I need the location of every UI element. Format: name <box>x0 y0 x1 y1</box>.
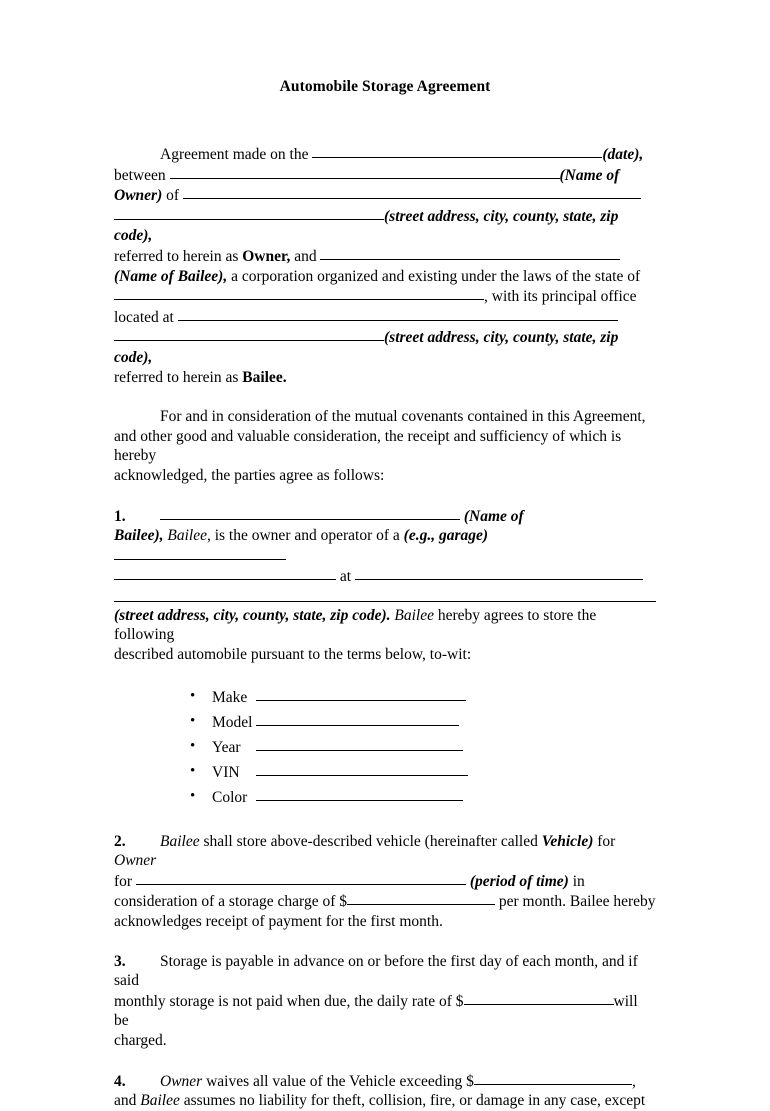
clause-2-permonth-text: per month. Bailee hereby <box>498 893 656 911</box>
clause-4-owner-ref: Owner <box>160 1072 203 1090</box>
clause-1-garage-field[interactable] <box>114 546 286 560</box>
clause-2-owner-ref: Owner <box>114 852 157 870</box>
clause-1-at-label: at <box>339 568 352 586</box>
clause-4-and-label: and <box>114 1092 137 1110</box>
clause-4-bailee-ref: Bailee <box>140 1092 180 1110</box>
clause-1-bailee-italic: Bailee, <box>167 527 211 545</box>
clause-4-liability-text: assumes no liability for theft, collision, fire, or damage in any case, except <box>183 1092 646 1110</box>
clause-2-charge-field[interactable] <box>347 891 495 905</box>
clause-1-garage-field-2[interactable] <box>114 566 336 580</box>
intro-line-10 <box>114 368 656 388</box>
vehicle-vin-field[interactable] <box>256 762 468 776</box>
clause-2-bailee-ref: Bailee <box>160 832 200 850</box>
clause-2-line-1 <box>114 832 656 871</box>
consideration-line-1 <box>114 407 656 427</box>
clause-2-period-field[interactable] <box>136 871 466 885</box>
clause-1-example-hint: (e.g., garage) <box>403 527 489 545</box>
agreement-made-label: Agreement made on the <box>160 146 309 163</box>
clause-1-line-3 <box>114 566 656 587</box>
between-label: between <box>114 166 166 184</box>
page-title: Automobile Storage Agreement <box>279 78 491 95</box>
owner-hint-cont: Owner) <box>114 187 163 205</box>
bailee-name-field[interactable] <box>320 246 620 260</box>
vehicle-color-field[interactable] <box>256 787 463 801</box>
clause-1-number: 1. <box>114 507 126 525</box>
vehicle-label-model: Model <box>212 713 253 731</box>
consideration-line-2: and other good and valuable consideration, the receipt and sufficiency of which is hereby <box>114 427 622 465</box>
owner-address-field-1[interactable] <box>114 206 384 220</box>
clause-3-line-2 <box>114 991 656 1031</box>
principal-office-text: , with its principal office <box>484 288 637 306</box>
clause-1-address-hint: (street address, city, county, state, zip code). <box>114 606 391 624</box>
clause-3-line-3: charged. <box>114 1032 167 1049</box>
vehicle-year-field[interactable] <box>256 737 463 751</box>
clause-1-line-1 <box>114 506 656 527</box>
clause-3 <box>114 952 656 1051</box>
vehicle-details-list <box>114 685 656 810</box>
consideration-block <box>114 407 656 485</box>
clause-2-line-3 <box>114 891 656 912</box>
consideration-line-3: acknowledged, the parties agree as follows: <box>114 466 385 484</box>
intro-line-6 <box>114 267 656 287</box>
vehicle-make-field[interactable] <box>256 687 466 701</box>
date-hint: (date), <box>602 146 644 163</box>
owner-address-hint: (street address, city, county, state, zip code), <box>114 207 619 245</box>
clause-2-for-label-2: for <box>114 872 133 890</box>
clause-2-for-label: for <box>597 832 616 850</box>
clause-4-line-1 <box>114 1071 656 1092</box>
clause-1-store-text: hereby agrees to store the following <box>114 606 597 644</box>
bailee-state-field[interactable] <box>114 286 484 300</box>
clause-1-line-6: described automobile pursuant to the terms below, to-wit: <box>114 646 472 664</box>
bailee-name-hint: (Name of Bailee), <box>114 267 228 285</box>
clause-3-rate-label: monthly storage is not paid when due, the daily rate of $ <box>114 992 464 1010</box>
owner-name-field[interactable] <box>170 165 560 179</box>
intro-line-9 <box>114 327 656 367</box>
clause-1-line-2 <box>114 526 656 566</box>
vehicle-label-year: Year <box>212 738 241 756</box>
clause-1-name-hint: (Name of <box>463 507 524 525</box>
intro-block <box>114 144 656 387</box>
clause-2-period-hint: (period of time) <box>469 872 569 890</box>
clause-1-line-5 <box>114 606 656 645</box>
owner-name-hint: (Name of <box>559 166 620 184</box>
clause-3-line-1 <box>114 952 656 991</box>
clause-1-bailee-name-field[interactable] <box>160 506 460 520</box>
intro-line-3 <box>114 185 656 206</box>
bailee-corp-text: a corporation organized and existing under the laws of the state of <box>231 267 641 285</box>
clause-3-daily-rate-field[interactable] <box>464 991 614 1005</box>
date-field[interactable] <box>312 144 602 158</box>
list-item-color <box>190 785 656 810</box>
clause-2-line-2 <box>114 871 656 892</box>
intro-line-7 <box>114 286 656 307</box>
vehicle-label-vin: VIN <box>212 763 240 781</box>
clause-1-location-field[interactable] <box>355 566 643 580</box>
clause-2 <box>114 832 656 932</box>
clause-2-store-text: shall store above-described vehicle (hereinafter called <box>203 832 538 850</box>
consideration-text-1: For and in consideration of the mutual covenants contained in this Agreement, <box>160 408 646 426</box>
clause-4-waives-text: waives all value of the Vehicle exceeding $ <box>206 1072 474 1090</box>
and-label: and <box>294 247 317 265</box>
clause-2-vehicle-term: Vehicle) <box>541 832 594 850</box>
bailee-address-hint: (street address, city, county, state, zip code), <box>114 329 619 366</box>
clause-2-line-4: acknowledges receipt of payment for the first month. <box>114 913 443 931</box>
vehicle-label-make: Make <box>212 688 248 706</box>
clause-1-line-4 <box>114 587 656 602</box>
vehicle-model-field[interactable] <box>256 712 459 726</box>
clause-1-location-field-2[interactable] <box>114 587 656 602</box>
list-item-vin <box>190 760 656 785</box>
list-item-model <box>190 710 656 735</box>
of-label: of <box>166 187 180 205</box>
clause-1-bailee-ref: Bailee <box>394 606 434 624</box>
intro-line-1 <box>114 144 656 165</box>
clause-3-text-1: Storage is payable in advance on or before the first day of each month, and if said <box>114 952 638 990</box>
clause-4-comma: , <box>631 1072 636 1090</box>
owner-term: Owner, <box>242 247 291 265</box>
referred-owner-label: referred to herein as <box>114 247 239 265</box>
intro-line-5 <box>114 246 656 267</box>
bailee-address-field-1[interactable] <box>114 327 384 341</box>
clause-2-charge-label: consideration of a storage charge of $ <box>114 893 347 911</box>
clause-4-line-2 <box>114 1091 656 1111</box>
clause-3-willbe-label: will be <box>114 992 638 1030</box>
referred-bailee-label: referred to herein as <box>114 368 239 386</box>
bailee-term: Bailee. <box>242 368 287 386</box>
owner-of-field[interactable] <box>183 185 641 199</box>
clause-4 <box>114 1071 656 1111</box>
clause-4-value-field[interactable] <box>474 1071 632 1085</box>
vehicle-label-color: Color <box>212 788 248 806</box>
clause-3-number: 3. <box>114 952 126 970</box>
bailee-located-field[interactable] <box>178 307 618 321</box>
clause-4-number: 4. <box>114 1072 126 1090</box>
clause-1-bailee-bold: Bailee), <box>114 527 164 545</box>
list-item-year <box>190 735 656 760</box>
clause-1-owner-operator-text: is the owner and operator of a <box>214 527 400 545</box>
located-at-label: located at <box>114 308 174 326</box>
clause-2-in-label: in <box>572 872 585 890</box>
intro-line-4 <box>114 206 656 246</box>
intro-line-8 <box>114 307 656 328</box>
clause-1 <box>114 506 656 665</box>
intro-line-2 <box>114 165 656 186</box>
list-item-make <box>190 685 656 710</box>
clause-2-number: 2. <box>114 832 126 850</box>
